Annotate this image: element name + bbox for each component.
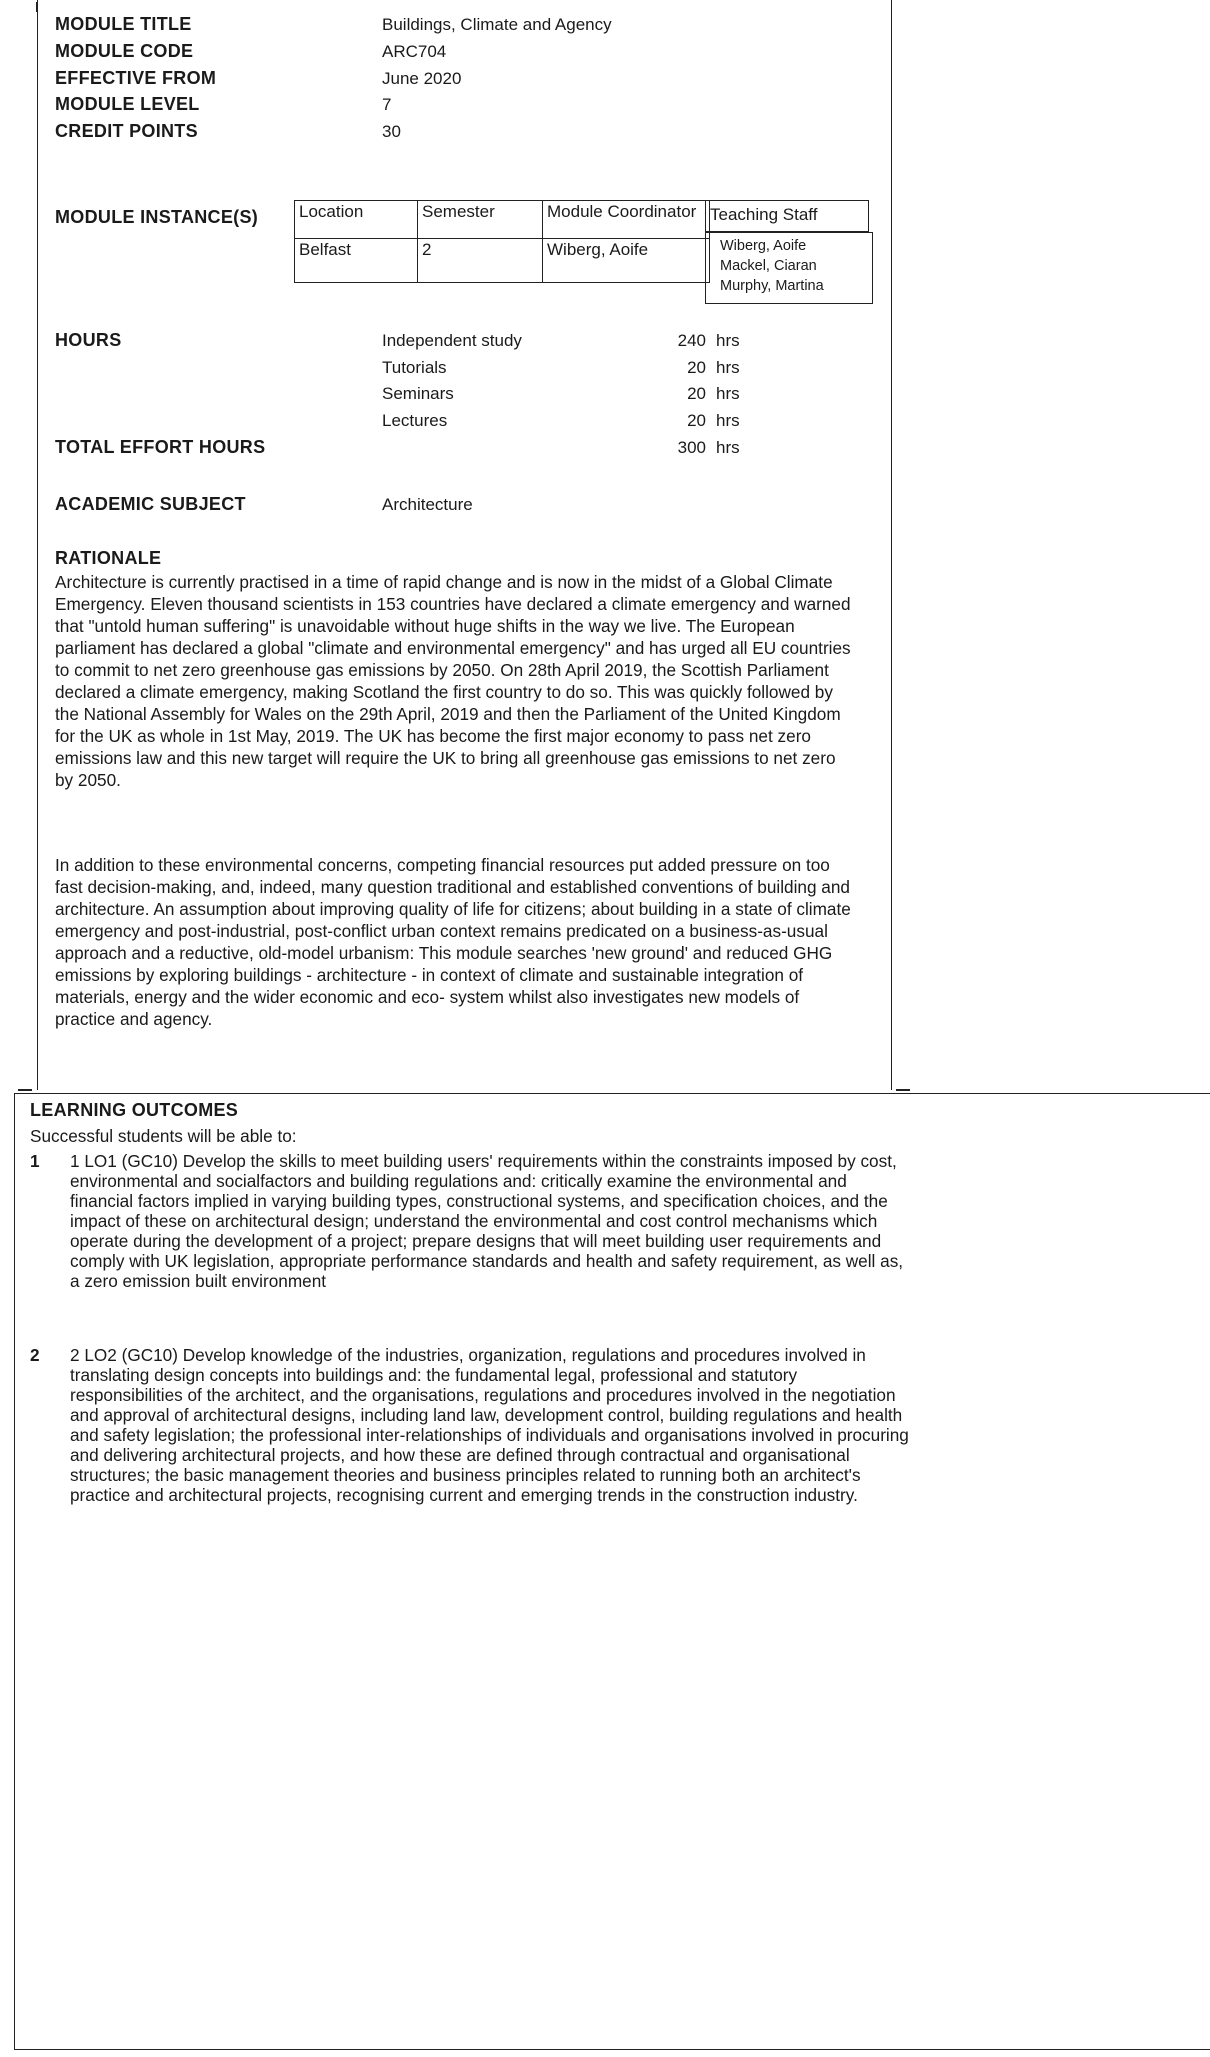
hours-item-unit: hrs bbox=[716, 411, 740, 430]
crop-mark bbox=[36, 2, 38, 12]
staff-member: Wiberg, Aoife bbox=[720, 238, 807, 254]
crop-mark bbox=[18, 1089, 32, 1091]
teaching-staff-header: Teaching Staff bbox=[705, 200, 869, 232]
module-code-value: ARC704 bbox=[382, 42, 447, 61]
table-cell-location: Belfast bbox=[295, 239, 418, 283]
learning-outcome-text: 2 LO2 (GC10) Develop knowledge of the industries, organization, regulations and procedures involved in translating design concepts into buildings and: the fundamental legal, professional and statutory responsibilities of the architect, and the organisations, regulations and procedures involved in the negotiation and approval of architectural designs, including land law, development control, building regulations and health and safety legislation; the professional inter-relationships of individuals and organisations involved in procuring and delivering architectural projects, and how these are defined through contractual and organisational structures; the basic management theories and business principles related to running both an architect's practice and architectural projects, recognising current and emerging trends in the construction industry. bbox=[70, 1345, 909, 1505]
hours-item-value: 20 bbox=[687, 358, 706, 377]
credit-points-label: CREDIT POINTS bbox=[55, 121, 198, 141]
effective-from-label: EFFECTIVE FROM bbox=[55, 68, 217, 88]
module-instances-table bbox=[294, 200, 710, 283]
module-title-label: MODULE TITLE bbox=[55, 14, 192, 34]
hours-item-value: 240 bbox=[677, 331, 706, 350]
table-header-cell: Semester bbox=[418, 201, 543, 239]
table-cell-semester: 2 bbox=[418, 239, 543, 283]
rationale-paragraph-2: In addition to these environmental concerns, competing financial resources put added pressure on too fast decision-making, and, indeed, many question traditional and established conventions of building and architecture. An assumption about improving quality of life for citizens; about building in a state of climate emergency and post-industrial, post-conflict urban context remains predicated on a business-as-usual approach and a reductive, old-model urbanism: This module searches 'new ground' and reduced GHG emissions by exploring buildings - architecture - in context of climate and sustainable integration of materials, energy and the wider economic and eco- system whilst also investigates new models of practice and agency. bbox=[55, 855, 851, 1029]
table-header-cell: Module Coordinator bbox=[543, 201, 710, 239]
hours-item-name: Lectures bbox=[382, 411, 448, 430]
table-header-cell: Location bbox=[295, 201, 418, 239]
hours-item-value: 20 bbox=[687, 411, 706, 430]
module-level-value: 7 bbox=[382, 95, 392, 114]
staff-member: Mackel, Ciaran bbox=[720, 258, 817, 274]
credit-points-value: 30 bbox=[382, 122, 401, 141]
total-effort-value: 300 bbox=[677, 438, 706, 457]
learning-outcome-item bbox=[30, 1151, 1200, 1291]
effective-from-value: June 2020 bbox=[382, 69, 462, 88]
hours-item-value: 20 bbox=[687, 384, 706, 403]
module-level-label: MODULE LEVEL bbox=[55, 94, 200, 114]
crop-mark bbox=[896, 1089, 910, 1091]
hours-item-unit: hrs bbox=[716, 384, 740, 403]
academic-subject-value: Architecture bbox=[382, 495, 473, 514]
module-title-value: Buildings, Climate and Agency bbox=[382, 15, 612, 34]
hours-item-unit: hrs bbox=[716, 358, 740, 377]
hours-item-unit: hrs bbox=[716, 331, 740, 350]
academic-subject-label: ACADEMIC SUBJECT bbox=[55, 494, 246, 514]
rationale-heading: RATIONALE bbox=[55, 548, 162, 568]
total-effort-unit: hrs bbox=[716, 438, 740, 457]
hours-item-name: Tutorials bbox=[382, 358, 447, 377]
learning-outcome-number: 2 bbox=[30, 1345, 40, 1365]
module-instances-label: MODULE INSTANCE(S) bbox=[55, 207, 259, 227]
module-code-label: MODULE CODE bbox=[55, 41, 194, 61]
rationale-paragraph-1: Architecture is currently practised in a time of rapid change and is now in the midst of a Global Climate Emergency. Eleven thousand scientists in 153 countries have declared a climate emergency and warned that "untold human suffering" is unavoidable without huge shifts in the way we live. The European parliament has declared a global "climate and environmental emergency" and has urged all EU countries to commit to net zero greenhouse gas emissions by 2050. On 28th April 2019, the Scottish Parliament declared a climate emergency, making Scotland the first country to do so. This was quickly followed by the National Assembly for Wales on the 29th April, 2019 and then the Parliament of the United Kingdom for the UK as whole in 1st May, 2019. The UK has become the first major economy to pass net zero emissions law and this new target will require the UK to bring all greenhouse gas emissions to net zero by 2050. bbox=[55, 572, 851, 790]
staff-member: Murphy, Martina bbox=[720, 278, 824, 294]
table-cell-coordinator: Wiberg, Aoife bbox=[543, 239, 710, 283]
hours-item-name: Seminars bbox=[382, 384, 454, 403]
learning-outcomes-intro: Successful students will be able to: bbox=[30, 1126, 297, 1146]
learning-outcome-text: 1 LO1 (GC10) Develop the skills to meet building users' requirements within the constraints imposed by cost, environmental and socialfactors and building regulations and: critically examine the environmental and financial factors implied in varying building types, constructional systems, and specification choices, and the impact of these on architectural design; understand the environmental and cost control mechanisms which operate during the development of a project; prepare designs that will meet building user requirements and comply with UK legislation, appropriate performance standards and health and safety requirement, as well as, a zero emission built environment bbox=[70, 1151, 904, 1291]
total-effort-label: TOTAL EFFORT HOURS bbox=[55, 437, 266, 457]
hours-item-name: Independent study bbox=[382, 331, 522, 350]
learning-outcome-number: 1 bbox=[30, 1151, 40, 1171]
learning-outcome-item bbox=[30, 1345, 1200, 1505]
learning-outcomes-heading: LEARNING OUTCOMES bbox=[30, 1100, 239, 1120]
teaching-staff-list bbox=[705, 232, 873, 304]
hours-label: HOURS bbox=[55, 330, 122, 350]
